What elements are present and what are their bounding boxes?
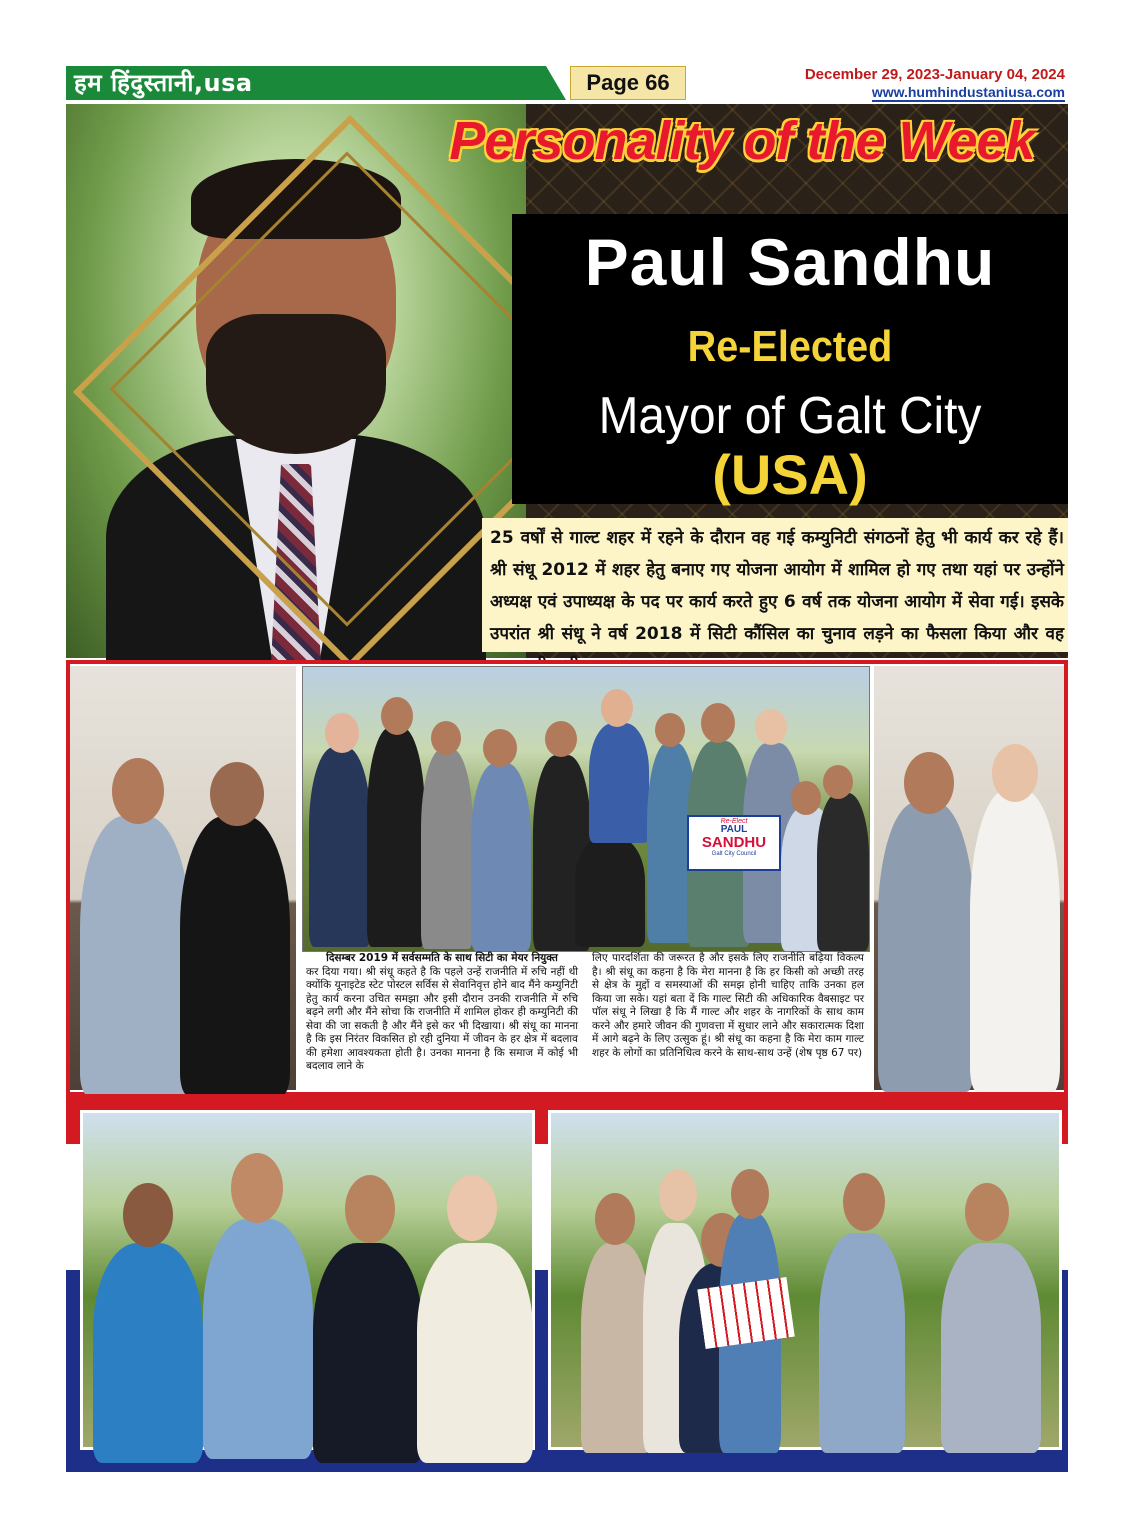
- flyers: [697, 1277, 794, 1349]
- campaign-sign: [687, 815, 781, 871]
- person-head: [601, 689, 633, 727]
- masthead-title: हम हिंदुस्तानी,usa: [74, 69, 253, 97]
- person-head: [447, 1175, 497, 1241]
- article-column-2: लिए पारदर्शिता की जरूरत है और इसके लिए राजनीति बढ़िया विकल्प है। श्री संधू का कहना है कि मेरा मानना है कि हर किसी को अच्छी तरह से क्षेत्र के मुद्दों व समस्याओं की समझ होनी चाहिए ताकि उनका हल किया जा सके। यहां बता दें कि गाल्ट सिटी की अधिकारिक वैबसाइट पर पॉल संधू ने लिखा है कि मैं गाल्ट और शहर के नागरिकों के साथ काम करने और हमारे जीवन की गुणवत्ता में सुधार लाने और सकारात्मक दिशा में आगे बढ़ने के लिए उत्सुक हूं। श्री संधू का कहना है कि मेरा काम गाल्ट शहर के लोगों का प्रतिनिधित्व करने के साथ-साथ उन्हें (शेष पृष्ठ 67 पर): [592, 952, 864, 1059]
- person-head: [992, 744, 1038, 802]
- website-link[interactable]: www.humhindustaniusa.com: [871, 84, 1065, 100]
- person: [819, 1233, 905, 1453]
- campaign-sign-line1: Re-Elect: [720, 818, 748, 825]
- person-head: [210, 762, 264, 826]
- photo-right-indoor: [874, 666, 1064, 1090]
- person-head: [755, 709, 787, 745]
- person: [589, 723, 649, 843]
- person-name: Paul Sandhu: [584, 225, 996, 299]
- person-head: [325, 713, 359, 753]
- photo-left-indoor: [70, 666, 296, 1090]
- person-gray-shirt: [80, 816, 190, 1096]
- hero-section: [66, 104, 1068, 658]
- person-light-blue-shirt: [203, 1219, 313, 1459]
- person-gray-shirt: [878, 802, 974, 1092]
- photo-bottom-left: [80, 1110, 535, 1450]
- person-floral-dress: [417, 1243, 533, 1463]
- person-black-shirt: [180, 816, 290, 1096]
- person: [309, 747, 371, 947]
- personality-banner: Personality of the Week: [449, 111, 1035, 171]
- person-head: [112, 758, 164, 824]
- person: [421, 749, 473, 949]
- photo-bottom-right: [548, 1110, 1062, 1450]
- country-label: (USA): [712, 443, 868, 506]
- person-head: [731, 1169, 769, 1219]
- article-lead: दिसम्बर 2019 में सर्वसम्मति के साथ सिटी का मेयर नियुक्त: [326, 952, 558, 964]
- person-head: [381, 697, 413, 735]
- campaign-sign-name: SANDHU: [701, 834, 767, 851]
- person-head: [791, 781, 821, 815]
- person: [817, 793, 869, 951]
- person-blue-top: [93, 1243, 203, 1463]
- person-white-dress: [970, 790, 1060, 1092]
- person-head: [431, 721, 461, 755]
- article-column-1: [306, 952, 578, 1074]
- intro-text: 25 वर्षों से गाल्ट शहर में रहने के दौरान वह गई कम्युनिटी संगठनों हेतु भी कार्य कर रहे हैं। श्री संधू 2012 में शहर हेतु बनाए गए योजना आयोग में शामिल हो गए तथा यहां पर उन्होंने अध्यक्ष एवं उपाध्यक्ष के पद पर कार्य करते हुए 6 वर्ष तक योजना आयोग में सेवा गई। इसके उपरांत श्री संधू ने वर्ष 2018 में सिटी कौंसिल का चुनाव लड़ने का फैसला किया और वह: [490, 528, 1064, 644]
- person: [367, 727, 425, 947]
- person-head: [345, 1175, 395, 1243]
- person-head: [595, 1193, 635, 1245]
- article-column-1-text: कर दिया गया। श्री संधू कहते है कि पहले उन्हें राजनीति में रुचि नहीं थी क्योंकि यूनाइटेड स्टेट पोस्टल सर्विस से सेवानिवृत्त होने बाद मैंने कम्युनिटी हेतु कार्य करना उचित समझा और इसी दौरान उनकी राजनीति में रुचि बढ़ने लगी और मैंने सोचा कि राजनीति में शामिल होकर ही कम्युनिटी की सेवा की जा सकती है और मैंने इसे कर भी दिखाया। श्री संधू का मानना है कि इस निरंतर विकसित हो रही दुनिया में जीवन के हर क्षेत्र में बदलाव की हमेशा आवश्यकता होती है। उनका मानना है कि समाज में कोई भी बदलाव लाने के: [306, 965, 578, 1072]
- person: [581, 1243, 651, 1453]
- person-head: [231, 1153, 283, 1223]
- issue-date: December 29, 2023-January 04, 2024: [804, 66, 1065, 83]
- campaign-sign-line2: PAUL: [720, 824, 748, 835]
- person-head: [655, 713, 685, 747]
- person-navy-shirt: [313, 1243, 423, 1463]
- person-head: [123, 1183, 173, 1247]
- person-head: [659, 1169, 697, 1221]
- person-head: [823, 765, 853, 799]
- person: [941, 1243, 1041, 1453]
- article-body: [302, 952, 868, 1092]
- person-head: [843, 1173, 885, 1231]
- person: [471, 763, 531, 951]
- person-kneeling: [575, 837, 645, 947]
- page-number: Page 66: [570, 66, 686, 100]
- mayor-title: Mayor of Galt City: [598, 387, 982, 445]
- person-head: [545, 721, 577, 757]
- campaign-sign-line4: Galt City Council: [711, 851, 757, 857]
- re-elected-label: Re-Elected: [687, 322, 893, 371]
- person-head: [904, 752, 954, 814]
- person-head: [483, 729, 517, 767]
- person-head: [701, 703, 735, 743]
- person-head: [965, 1183, 1009, 1241]
- photo-group-outdoor: [302, 666, 870, 952]
